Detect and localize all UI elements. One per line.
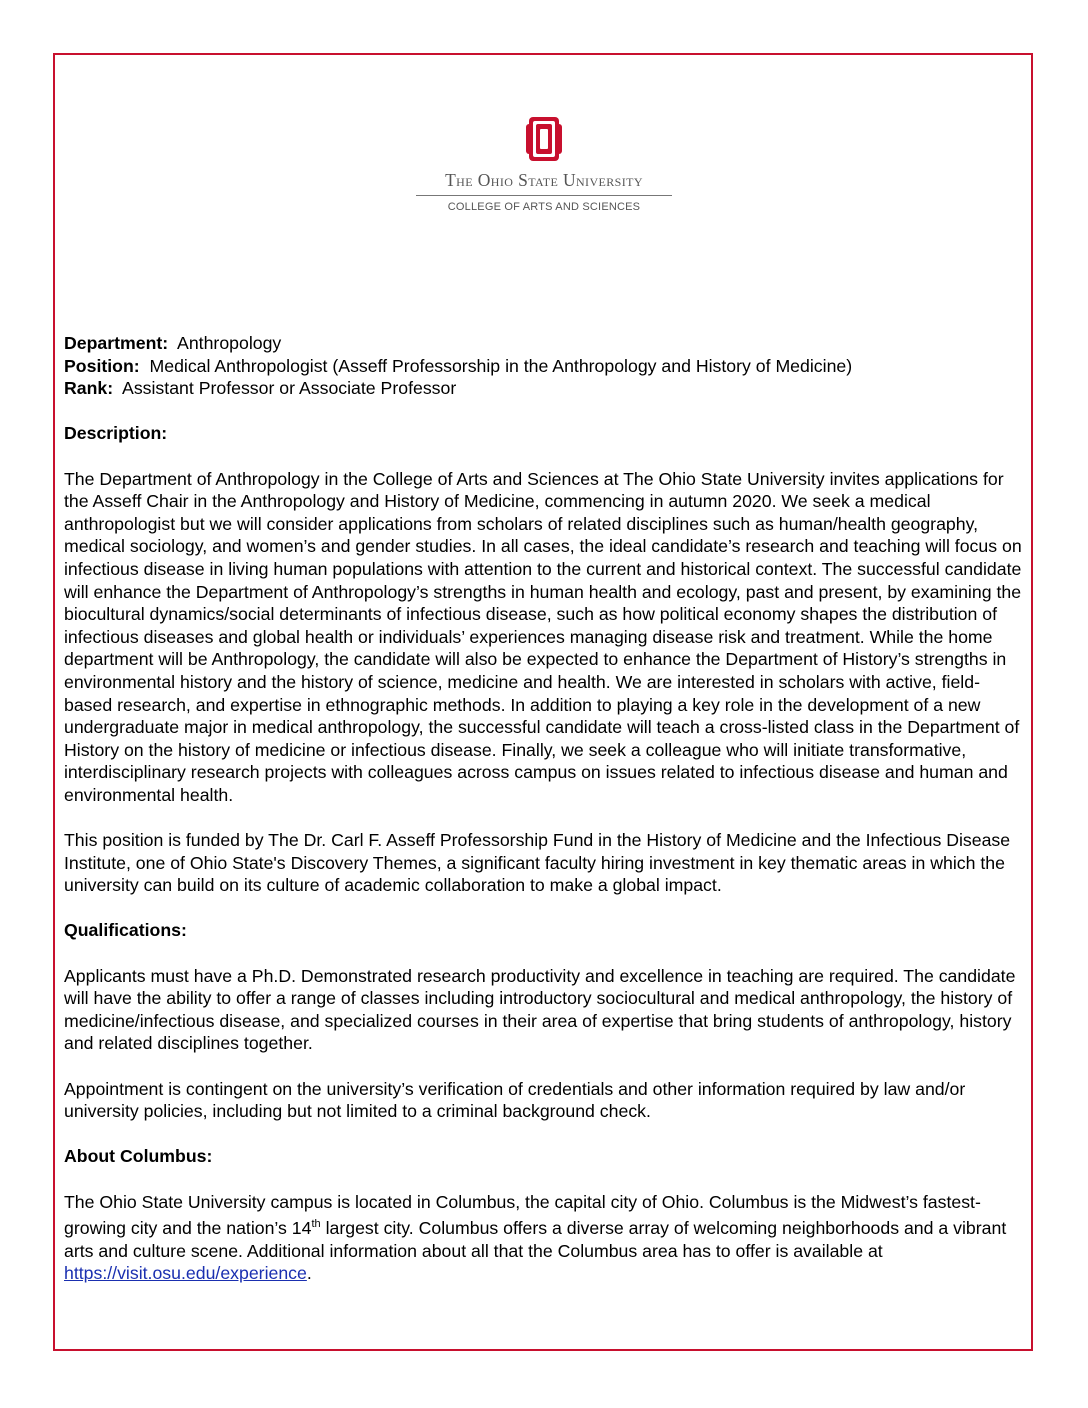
qualifications-paragraph-1: Applicants must have a Ph.D. Demonstrated research productivity and excellence in teaching are required. The candidate will have the ability to offer a range of classes including introductory sociocultural and medical anthropology, the history of medicine/infectious disease, and specialized courses in their area of expertise that bring students of anthropology, history and related disciplines together. xyxy=(64,965,1016,1054)
rank-value: Assistant Professor or Associate Professor xyxy=(122,378,457,399)
description-paragraph-1: The Department of Anthropology in the College of Arts and Sciences at The Ohio State University invites applications for the Asseff Chair in the Anthropology and History of Medicine, commencing in autumn 2020. We seek a medical anthropologist but we will consider applications from scholars of related disciplines such as human/health geography, medical sociology, and women’s and gender studies. In all cases, the ideal candidate’s research and teaching will focus on infectious disease in living human populations with attention to the current and historical context. The successful candidate will enhance the Department of Anthropology’s strengths in human health and ecology, past and present, by examining the biocultural dynamics/social determinants of infectious disease, such as how political economy shapes the distribution of infectious diseases and global health or individuals’ experiences managing disease risk and treatment. While the home department will be Anthropology, the candidate will also be expected to enhance the Department of History’s strengths in environmental history and the history of science, medicine and health. We are interested in scholars with active, field-based research, and expertise in ethnographic methods. In addition to playing a key role in the development of a new undergraduate major in medical anthropology, the successful candidate will teach a cross-listed class in the Department of History on the history of medicine or infectious disease. Finally, we seek a colleague who will initiate transformative, interdisciplinary research projects with colleagues across campus on issues related to infectious disease and human and environmental health. xyxy=(64,468,1022,805)
rank-label: Rank: xyxy=(64,378,114,399)
university-name: The Ohio State University xyxy=(445,170,643,190)
document-body xyxy=(64,332,1026,1285)
columbus-end: . xyxy=(306,1263,312,1284)
logo-divider xyxy=(416,195,672,196)
description-paragraph-2: This position is funded by The Dr. Carl F. Asseff Professorship Fund in the History of Medicine and the Infectious Disease Institute, one of Ohio State's Discovery Themes, a significant faculty hiring investment in key thematic areas in which the university can build on its culture of academic collaboration to make a global impact. xyxy=(64,830,1011,896)
visit-osu-link[interactable]: https://visit.osu.edu/experience xyxy=(64,1263,307,1284)
block-o-logo-icon xyxy=(526,116,562,162)
ordinal-suffix: th xyxy=(311,1218,321,1231)
description-heading: Description: xyxy=(64,423,168,444)
qualifications-heading: Qualifications: xyxy=(64,920,187,941)
columbus-heading: About Columbus: xyxy=(64,1146,213,1167)
department-line xyxy=(64,332,1026,355)
position-line xyxy=(64,355,1026,378)
columbus-text-1: The Ohio State University campus is located in Columbus, the capital city of Ohio. Columbus is the Midwest’s fastest-growing city and the nation’s 14 xyxy=(64,1191,981,1239)
columbus-paragraph xyxy=(64,1191,1026,1285)
department-label: Department: xyxy=(64,333,169,353)
department-value: Anthropology xyxy=(177,333,282,353)
position-value: Medical Anthropologist (Asseff Professorship in the Anthropology and History of Medicine) xyxy=(149,355,853,376)
college-name: COLLEGE OF ARTS AND SCIENCES xyxy=(447,201,641,213)
university-logo xyxy=(0,116,1088,213)
qualifications-paragraph-2: Appointment is contingent on the university’s verification of credentials and other information required by law and/or university policies, including but not limited to a criminal background check. xyxy=(64,1078,966,1122)
columbus-text-2: largest city. Columbus offers a diverse array of welcoming neighborhoods and a vibrant arts and culture scene. Additional information about all that the Columbus area has to offer is available at xyxy=(64,1218,1007,1261)
rank-line xyxy=(64,377,1026,400)
position-label: Position: xyxy=(64,355,140,376)
